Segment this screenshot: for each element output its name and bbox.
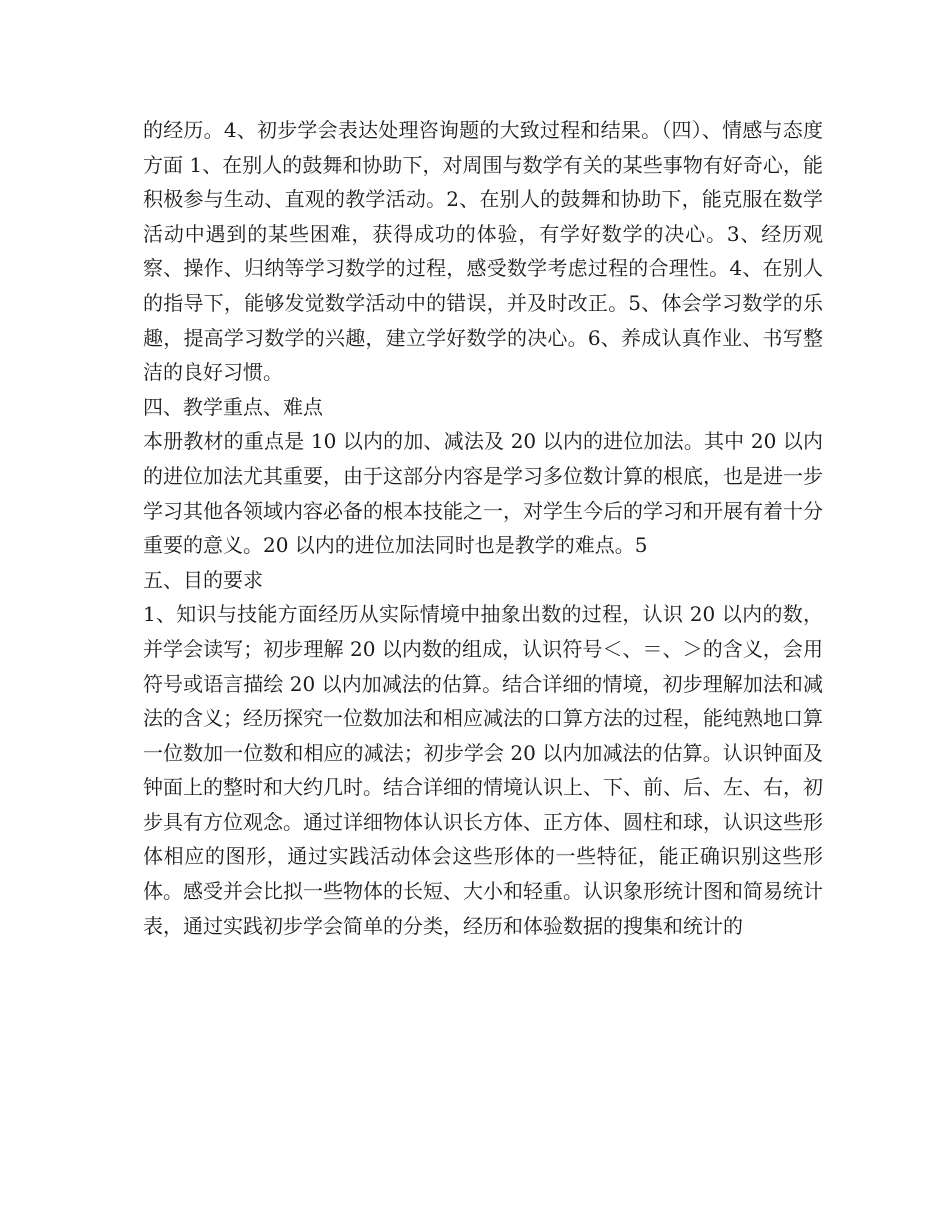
section-heading-objectives: 五、目的要求 [143, 567, 263, 592]
paragraph-objectives: 1、知识与技能方面经历从实际情境中抽象出数的过程，认识 20 以内的数，并学会读写；初步理解 20 以内数的组成，认识符号＜、＝、＞的含义，会用符号或语言描绘 20 以内加减法的估算。结合详细的情境，初步理解加法和减法的含义；经历探究一位数加法和相应减法的口算方法的过程，能纯熟地口算一位数加一位数和相应的减法；初步学会 20 以内加减法的估算。认识钟面及钟面上的整时和大约几时。结合详细的情境认识上、下、前、后、左、右，初步具有方位观念。通过详细物体认识长方体、正方体、圆柱和球，认识这些形体相应的图形，通过实践活动体会这些形体的一些特征，能正确识别这些形体。感受并会比拟一些物体的长短、大小和轻重。认识象形统计图和简易统计表，通过实践初步学会简单的分类，经历和体验数据的搜集和统计的 [143, 602, 823, 938]
paragraph-emotion-attitude: 的经历。4、初步学会表达处理咨询题的大致过程和结果。（四）、情感与态度方面 1、在别人的鼓舞和协助下，对周围与数学有关的某些事物有好奇心，能积极参与生动、直观的教学活动。2、在别人的鼓舞和协助下，能克服在数学活动中遇到的某些困难，获得成功的体验，有学好数学的决心。3、经历观察、操作、归纳等学习数学的过程，感受数学考虑过程的合理性。4、在别人的指导下，能够发觉数学活动中的错误，并及时改正。5、体会学习数学的乐趣，提高学习数学的兴趣，建立学好数学的决心。6、养成认真作业、书写整洁的良好习惯。 [143, 118, 823, 385]
document-body [143, 113, 823, 943]
section-heading-key-points: 四、教学重点、难点 [143, 394, 323, 419]
paragraph-key-points: 本册教材的重点是 10 以内的加、减法及 20 以内的进位加法。其中 20 以内的进位加法尤其重要，由于这部分内容是学习多位数计算的根底，也是进一步学习其他各领域内容必备的根本技能之一，对学生今后的学习和开展有着十分重要的意义。20 以内的进位加法同时也是教学的难点。5 [143, 429, 823, 558]
